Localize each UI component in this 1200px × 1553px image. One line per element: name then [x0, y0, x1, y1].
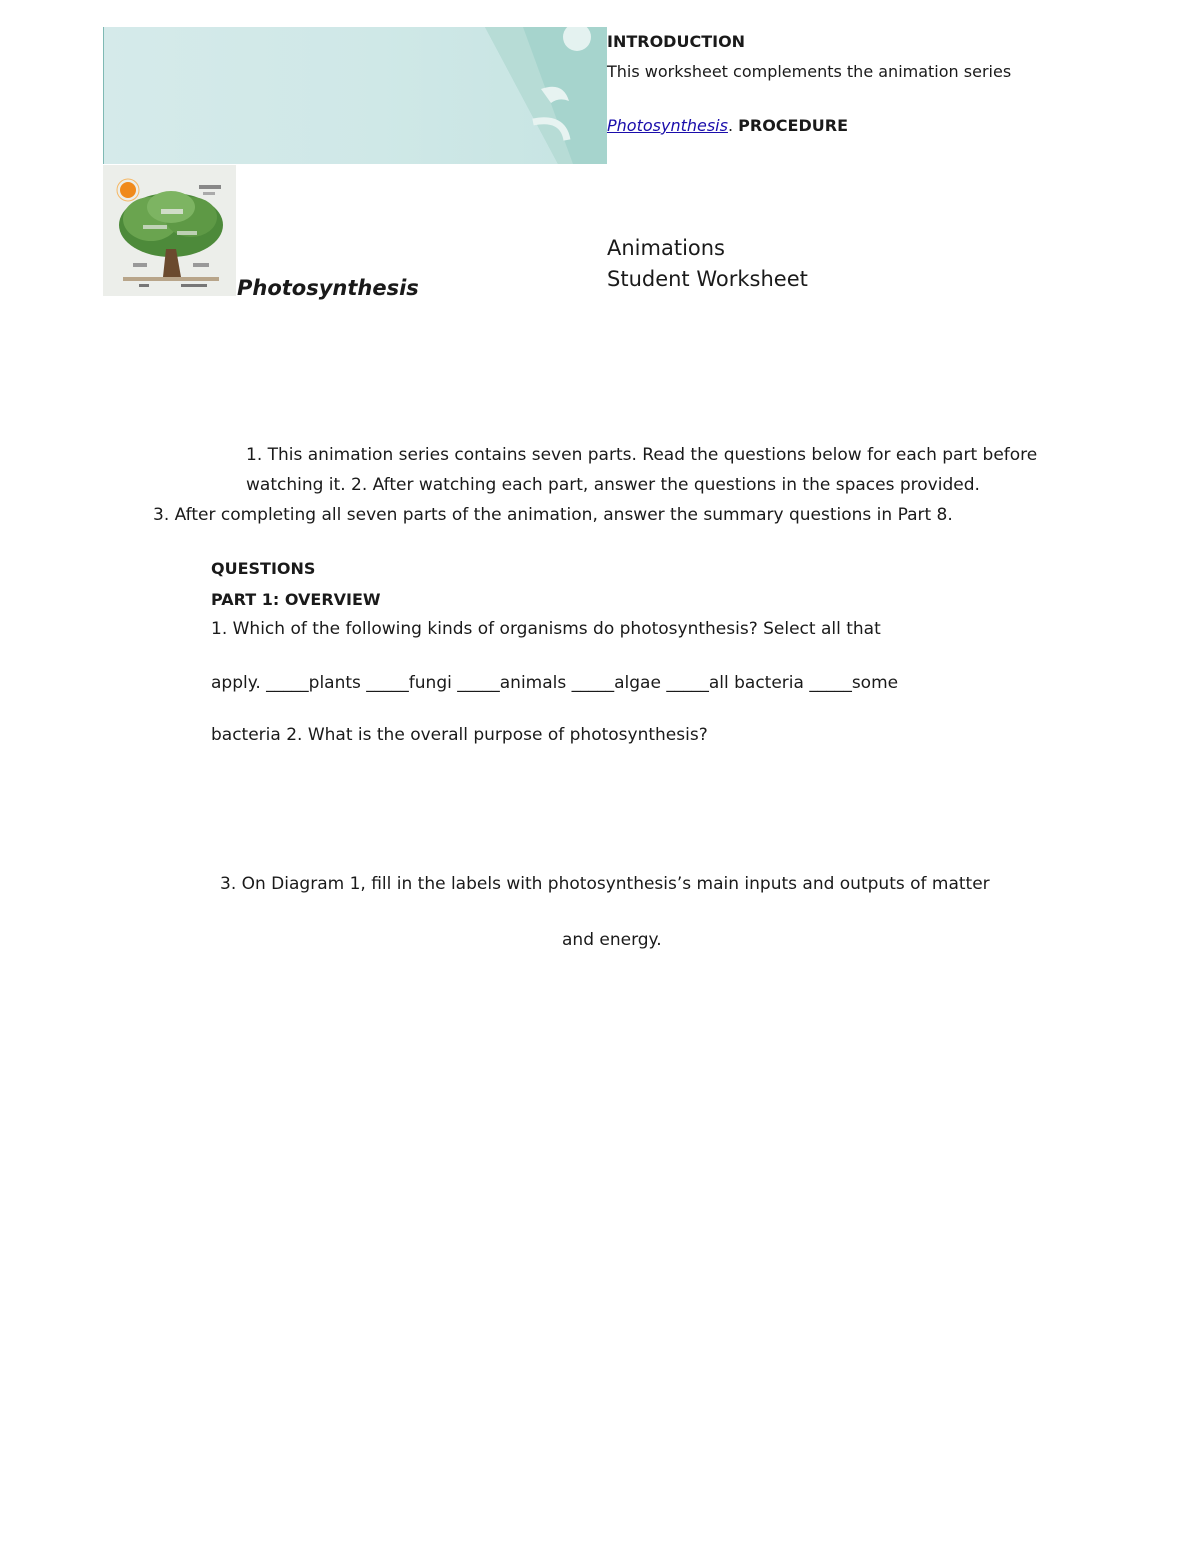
intro-heading: INTRODUCTION: [607, 32, 746, 51]
tree-diagram-icon: [103, 165, 236, 296]
animations-label: Animations: [607, 236, 726, 260]
student-worksheet-label: Student Worksheet: [607, 267, 808, 291]
intro-link-line: [607, 116, 848, 135]
question-1-options: apply. _____plants _____fungi _____animals _____algae _____all bacteria _____some: [211, 673, 899, 693]
procedure-heading: PROCEDURE: [738, 116, 848, 135]
question-3-line-2: and energy.: [562, 930, 662, 950]
procedure-step-3: 3. After completing all seven parts of the animation, answer the summary questions in Part 8.: [153, 505, 953, 525]
question-3-line-1: 3. On Diagram 1, fill in the labels with photosynthesis’s main inputs and outputs of matter: [220, 874, 990, 894]
procedure-step-1: 1. This animation series contains seven parts. Read the questions below for each part before: [246, 445, 1038, 465]
intro-text: This worksheet complements the animation series: [607, 62, 1012, 81]
header-banner: [103, 27, 607, 164]
link-suffix: .: [727, 116, 734, 135]
question-2: bacteria 2. What is the overall purpose of photosynthesis?: [211, 725, 708, 745]
photosynthesis-tree-thumbnail: [103, 165, 236, 296]
ribbon-decoration-icon: [103, 27, 607, 164]
question-1-line-1: 1. Which of the following kinds of organisms do photosynthesis? Select all that: [211, 619, 881, 639]
banner-rule: [103, 27, 104, 164]
page-title: Photosynthesis: [237, 276, 419, 300]
photosynthesis-link[interactable]: Photosynthesis: [607, 116, 728, 135]
part1-heading: PART 1: OVERVIEW: [211, 590, 381, 609]
questions-heading: QUESTIONS: [211, 559, 316, 578]
procedure-step-2: watching it. 2. After watching each part, answer the questions in the spaces provided.: [246, 475, 980, 495]
